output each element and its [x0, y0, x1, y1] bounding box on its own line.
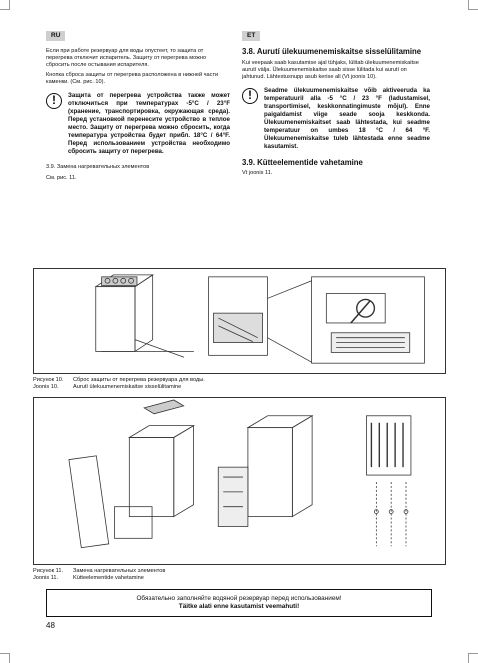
fill-tank-notice	[46, 589, 432, 617]
heating-element-replacement-drawing	[34, 398, 445, 564]
ru-paragraph-2: Кнопка сброса защиты от перегрева расположена в нижней части каменки. (См. рис. 10).	[46, 72, 219, 86]
page-number: 48	[46, 621, 55, 630]
ru-warning	[46, 92, 230, 156]
crop-mark-top-left	[0, 0, 10, 10]
fig10-text-et: Aurutí ülekuumenemiskaitse sisselülitamine	[73, 383, 182, 390]
ru-warning-text: Защита от перегрева устройства также может отключиться при температурах -5°C / 23°F (хранение, транспортировка, окружающая среда). Перед установкой перенесите устройство в теплое место. Защиту от перегрева можно сбросить, когда температура устройства будет прибл. 18°C / 64°F. Перед использованием устройства необходимо сбросить защиту от перегрева.	[68, 92, 230, 156]
figure-10-illustration	[33, 268, 446, 374]
fig10-number-et: Joonis 10.	[33, 383, 59, 390]
fig11-text-et: Kütteelementide vahetamine	[73, 574, 144, 581]
crop-mark-top-right	[468, 0, 478, 10]
figure-11-illustration	[33, 397, 446, 565]
et-section-heading: 3.8. Aurutí ülekuumenemiskaitse sisselülitamine	[242, 47, 422, 56]
fig10-text-ru: Сброс защиты от перегрева резервуара для воды.	[73, 377, 205, 383]
et-paragraph-1: Kui veepaak saab kasutamise ajal tühjaks, lülitab ülekuumenemiskaitse aurutí välja. Ülekuumenemiskaitse saab sisse lülitada kui aurutí on jahtunud. Lähtestusnupp asub kerise all (Vt joonis 10).	[242, 59, 419, 80]
column-et	[242, 48, 430, 181]
et-section-ref: Vt joonis 11.	[242, 170, 273, 177]
fig10-number-ru: Рисунок 10.	[33, 377, 64, 383]
notice-text-ru: Обязательно заполняйте водяной резервуар перед использованием!	[136, 595, 342, 602]
et-section-heading-2: 3.9. Kütteelementide vahetamine	[242, 157, 363, 167]
fig11-number-et: Joonis 11.	[33, 574, 59, 581]
heater-reset-drawing	[34, 269, 445, 373]
et-warning	[242, 87, 430, 151]
figure-11-caption	[33, 568, 165, 581]
warning-exclamation-icon: !	[242, 88, 258, 104]
column-ru	[46, 48, 230, 185]
warning-exclamation-icon: !	[46, 93, 62, 109]
et-warning-text: Seadme ülekuumenemiskaitse võib aktiveeruda ka temperatuuril alla -5 °C / 23 °F (ladustamisel, transportimisel, keskkonnatingimuste mõjul). Enne paigaldamist viige seade sooja keskkonda. Ülekuumenemiskaitset saab lähtestada, kui seadme temperatuur on umbes 18 °C / 64 °F. Ülekuumenemiskaitse tuleb lähtestada enne seadme kasutamist.	[264, 86, 430, 150]
language-tab-et: ET	[242, 31, 260, 41]
ru-paragraph-1: Если при работе резервуар для воды опустеет, то защита от перегрева отключит испаритель. Защиту от перегрева можно сбросить после остывания испарителя.	[46, 48, 207, 69]
language-tab-ru: RU	[46, 31, 65, 41]
figure-10-caption	[33, 377, 205, 390]
crop-mark-bottom-left	[0, 653, 10, 663]
ru-section-heading: 3.9. Замена нагревательных элементов	[46, 164, 150, 171]
fig11-number-ru: Рисунок 11.	[33, 568, 64, 574]
notice-text-et: Täitke alati enne kasutamist veemahuti!	[178, 603, 300, 610]
fig11-text-ru: Замена нагревательных элементов	[73, 568, 166, 574]
crop-mark-bottom-right	[468, 653, 478, 663]
ru-section-ref: См. рис. 11.	[46, 174, 77, 181]
